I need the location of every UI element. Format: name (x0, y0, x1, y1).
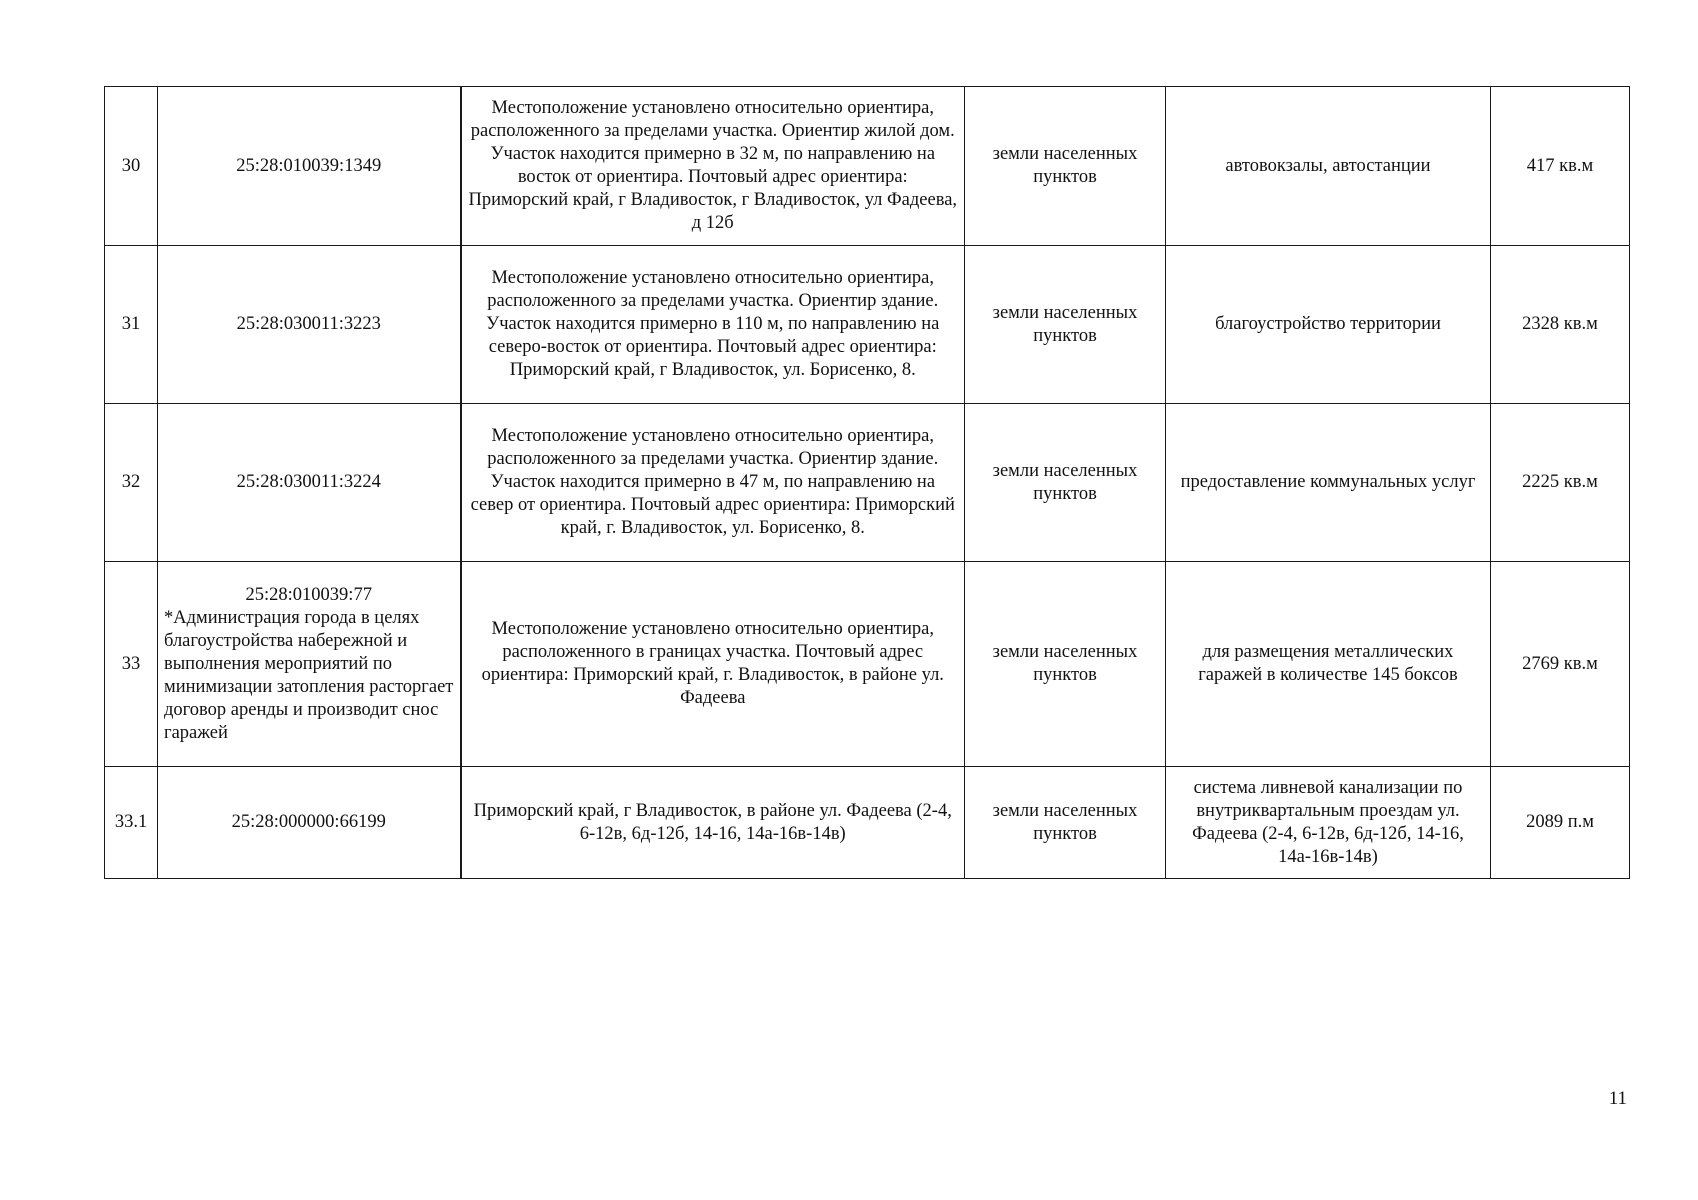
permitted-use: благоустройство территории (1166, 246, 1491, 404)
location-description: Местоположение установлено относительно ориентира, расположенного за пределами участка. Ориентир здание. Участок находится примерно в 110 м, по направлению на северо-восток от ориентира. Почтовый адрес ориентира: Приморский край, г Владивосток, ул. Борисенко, 8. (461, 246, 965, 404)
location-description: Местоположение установлено относительно ориентира, расположенного в границах участка. Почтовый адрес ориентира: Приморский край, г. Владивосток, в районе ул. Фадеева (461, 562, 965, 767)
land-plots-table (104, 86, 1630, 879)
row-number: 30 (105, 87, 158, 246)
table-row (105, 87, 1630, 246)
plot-area: 2089 п.м (1491, 767, 1630, 879)
permitted-use: система ливневой канализации по внутриквартальным проездам ул. Фадеева (2-4, 6-12в, 6д-12б, 14-16, 14а-16в-14в) (1166, 767, 1491, 879)
land-category: земли населенных пунктов (965, 246, 1166, 404)
row-number: 33 (105, 562, 158, 767)
location-description: Местоположение установлено относительно ориентира, расположенного за пределами участка. Ориентир жилой дом. Участок находится примерно в 32 м, по направлению на восток от ориентира. Почтовый адрес ориентира: Приморский край, г Владивосток, г Владивосток, ул Фадеева, д 12б (461, 87, 965, 246)
cadastral-number: 25:28:010039:77 (245, 584, 372, 605)
table-row (105, 767, 1630, 879)
land-category: земли населенных пунктов (965, 404, 1166, 562)
land-category: земли населенных пунктов (965, 562, 1166, 767)
table-row (105, 562, 1630, 767)
land-category: земли населенных пунктов (965, 767, 1166, 879)
permitted-use: автовокзалы, автостанции (1166, 87, 1491, 246)
cadastral-cell (158, 562, 461, 767)
cadastral-number: 25:28:030011:3224 (158, 404, 461, 562)
plot-area: 2225 кв.м (1491, 404, 1630, 562)
table-row (105, 246, 1630, 404)
row-number: 31 (105, 246, 158, 404)
permitted-use: предоставление коммунальных услуг (1166, 404, 1491, 562)
cadastral-number: 25:28:010039:1349 (158, 87, 461, 246)
location-description: Местоположение установлено относительно ориентира, расположенного за пределами участка. Ориентир здание. Участок находится примерно в 47 м, по направлению на север от ориентира. Почтовый адрес ориентира: Приморский край, г. Владивосток, ул. Борисенко, 8. (461, 404, 965, 562)
plot-area: 417 кв.м (1491, 87, 1630, 246)
land-category: земли населенных пунктов (965, 87, 1166, 246)
row-number: 33.1 (105, 767, 158, 879)
cadastral-number: 25:28:000000:66199 (158, 767, 461, 879)
plot-area: 2328 кв.м (1491, 246, 1630, 404)
location-description: Приморский край, г Владивосток, в районе ул. Фадеева (2-4, 6-12в, 6д-12б, 14-16, 14а-16в-14в) (461, 767, 965, 879)
table-row (105, 404, 1630, 562)
plot-area: 2769 кв.м (1491, 562, 1630, 767)
cadastral-footnote: *Администрация города в целях благоустройства набережной и выполнения мероприятий по минимизации затопления расторгает договор аренды и производит снос гаражей (164, 607, 454, 743)
cadastral-number: 25:28:030011:3223 (158, 246, 461, 404)
row-number: 32 (105, 404, 158, 562)
permitted-use: для размещения металлических гаражей в количестве 145 боксов (1166, 562, 1491, 767)
page-number: 11 (1608, 1088, 1627, 1109)
